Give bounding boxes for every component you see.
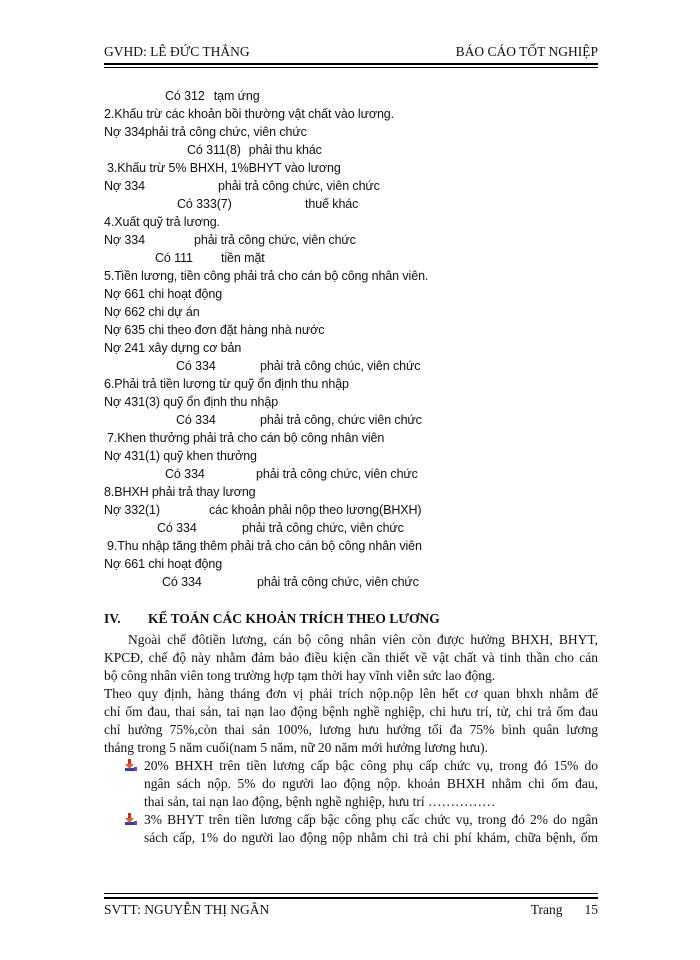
bullet-line: thai sản, tai nạn lao động, bệnh nghề nghiệp, hưu trí …………… [144, 794, 496, 809]
arrow-down-bullet-icon [124, 812, 138, 826]
entry-line: 2.Khấu trừ các khoản bồi thường vật chất vào lương. [104, 107, 395, 121]
header-rule-thick [104, 63, 598, 65]
footer-rule-thin [104, 893, 598, 894]
entry-line: 3.Khấu trừ 5% BHXH, 1%BHYT vào lương [107, 161, 341, 175]
entry-line: Có 334 phải trả công chức, viên chức [162, 575, 419, 589]
footer-student: SVTT: NGUYỄN THỊ NGÂN [104, 902, 270, 917]
page-header [104, 44, 598, 64]
entry-line: Nợ 431(1) quỹ khen thưởng [104, 449, 257, 463]
bullet-line: sách cấp, 1% do người lao động nộp nhằm chi trả chi phí khám, chữa bệnh, ốm [144, 830, 598, 845]
footer-rule-thick [104, 897, 598, 899]
entry-line: 9.Thu nhập tăng thêm phải trả cho cán bộ công nhân viên [107, 539, 422, 553]
entry-line: Có 334 phải trả công chức, viên chức [165, 467, 418, 481]
entry-line: Nợ 635 chi theo đơn đặt hàng nhà nước [104, 323, 325, 337]
entry-line: Nợ 334phải trả công chức, viên chức [104, 125, 307, 139]
paragraph-line: chỉ hưởng 75%,còn thai sản 100%, lương hưu hưởng tối đa 75% bình quân lương [104, 722, 598, 737]
entry-line: Có 333(7) thuế khác [177, 197, 359, 211]
page-label: Trang [530, 902, 563, 917]
entry-line: Có 311(8) phải thu khác [187, 143, 322, 157]
entry-line: Có 334 phải trả công, chức viên chức [176, 413, 422, 427]
bullet-line: ngân sách nộp. 5% do người lao động nộp. khoản BHXH nhằm chi ốm đau, [144, 776, 598, 791]
entry-line: 6.Phải trả tiền lương từ quỹ ổn định thu nhập [104, 377, 349, 391]
bullet-line: 3% BHYT trên tiền lương cấp bậc công phụ cấc chức vụ, trong đó 2% do ngân [144, 812, 598, 827]
section-number: IV. [104, 611, 121, 626]
page-footer [104, 902, 598, 922]
entry-line: Nợ 241 xây dựng cơ bản [104, 341, 242, 355]
entry-line: Có 111 tiền mặt [155, 251, 265, 265]
paragraph-line: chỉ ốm đau, thai sản, tai nạn lao động bệnh nghề nghiệp, chi hưu trí, tử, chi trả ốm đau [104, 704, 598, 719]
entry-line: Nợ 662 chi dự án [104, 305, 200, 319]
paragraph-line: Theo quy định, hàng tháng đơn vị phải trích nộp.nộp lên hết cơ quan bhxh nhằm để [104, 686, 598, 701]
paragraph-line: Ngoài chế đôtiền lương, cán bộ công nhân viên còn được hưởng BHXH, BHYT, [128, 632, 598, 647]
entry-line: Có 334 phải trả công chúc, viên chức [176, 359, 421, 373]
page-number-value: 15 [584, 902, 598, 917]
entry-line: Nợ 431(3) quỹ ổn định thu nhập [104, 395, 279, 409]
entry-line: 7.Khen thưởng phải trả cho cán bộ công nhân viên [107, 431, 385, 445]
entry-line: Nợ 661 chi hoạt động [104, 287, 223, 301]
entry-line: Nợ 332(1) các khoản phải nộp theo lương(BHXH) [104, 503, 422, 517]
arrow-down-bullet-icon [124, 758, 138, 772]
entry-line: 8.BHXH phải trả thay lương [104, 485, 256, 499]
header-supervisor: GVHD: LÊ ĐỨC THẮNG [104, 44, 250, 59]
section-title: KẾ TOÁN CÁC KHOẢN TRÍCH THEO LƯƠNG [148, 611, 440, 626]
entry-line: 4.Xuất quỹ trả lương. [104, 215, 220, 229]
page-number [531, 902, 598, 918]
paragraph-line: KPCĐ, chế độ này nhằm đảm bảo điều kiện cần thiết về vật chất và tinh thần cho cán [104, 650, 598, 665]
entry-line: Có 334 phải trả công chức, viên chức [157, 521, 404, 535]
entry-line: Nợ 334 phải trả công chức, viên chức [104, 233, 356, 247]
bullet-line: 20% BHXH trên tiền lương cấp bậc công phụ cấp chức vụ, trong đó 15% do [144, 758, 598, 773]
entry-line: Nợ 661 chi hoạt động [104, 557, 223, 571]
header-report-title: BÁO CÁO TỐT NGHIỆP [455, 44, 598, 59]
entry-line: Nợ 334 phải trả công chức, viên chức [104, 179, 380, 193]
entry-line: Có 312 tạm ứng [165, 89, 260, 103]
entry-line: 5.Tiền lương, tiền công phải trả cho cán bộ công nhân viên. [104, 269, 429, 283]
header-rule-thin [104, 67, 598, 68]
paragraph-line: tháng trong 5 năm cuối(nam 5 năm, nữ 20 năm mới hưởng lương hưu). [104, 740, 489, 755]
paragraph-line: bộ công nhân viên tong trường hợp tạm thời hay vĩnh viễn sức lao động. [104, 668, 496, 683]
